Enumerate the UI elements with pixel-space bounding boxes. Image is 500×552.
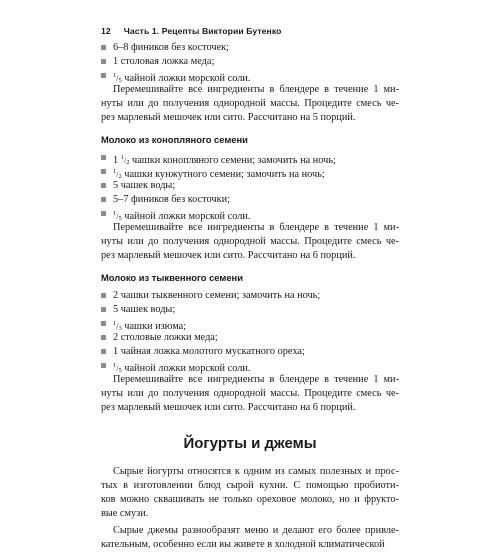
fraction-slash: / [116,322,119,331]
recipe2-instructions [101,221,399,263]
fraction-numerator: 1 [113,362,117,369]
paragraph-line: тых в изготовлении блюд сырой кухни. С помощью пробиоти- [101,480,399,491]
spacer [101,415,399,433]
paragraph-line: рез марлевый мешочек или сито. Рассчитано на 6 порций. [101,250,356,261]
bullet-square-icon [101,59,106,64]
paragraph-line: ков можно сквашивать не только ореховое молоко, но и фрукто- [101,494,399,505]
paragraph-line: рез марлевый мешочек или сито. Рассчитано на 5 порций. [101,112,356,123]
ingredient-text: 5 чашек воды; [113,304,176,315]
ingredient-item [101,359,399,373]
bullet-square-icon [101,293,106,298]
paragraph-line: Перемешивайте все ингредиенты в блендере в течение 1 ми- [113,222,399,233]
fraction-slash: / [123,156,127,165]
fraction-denominator: 2 [126,159,130,166]
paragraph-line: Перемешивайте все ингредиенты в блендере в течение 1 ми- [113,374,399,385]
ingredient-item [101,303,399,317]
fraction-slash: / [116,364,119,373]
fraction-numerator: 1 [113,168,117,175]
ingredient-item [101,179,399,193]
section-paragraph-2 [101,524,399,552]
fraction-denominator: 5 [118,367,122,374]
ingredient-item [101,193,399,207]
bullet-square-icon [101,363,106,368]
ingredient-item [101,207,399,221]
paragraph-line: вые смузи. [101,508,149,519]
paragraph-line: нуты или до получения однородной массы. Процедите смесь че- [101,236,399,247]
running-header [101,26,281,36]
bullet-square-icon [101,321,106,326]
bullet-square-icon [101,197,106,202]
fraction-numerator: 1 [113,320,117,327]
ingredient-item [101,41,399,55]
page-number: 12 [101,26,111,36]
page-content [101,41,399,552]
ingredient-text: 5 чашек воды; [113,180,176,191]
recipe1-instructions [101,83,399,125]
recipe3-title: Молоко из тыквенного семени [101,272,243,283]
ingredient-text: чашки изюма; [121,321,187,332]
paragraph-line: Перемешивайте все ингредиенты в блендере в течение 1 ми- [113,84,399,95]
ingredient-text: чашки кунжутного семени; замочить на ночь; [121,169,325,180]
ingredient-text: чайной ложки морской соли. [121,363,251,374]
fraction-slash: / [116,74,119,83]
ingredient-text: 5–7 фиников без косточки; [113,194,230,205]
bullet-square-icon [101,183,106,188]
ingredient-item [101,165,399,179]
ingredient-text: 2 чашки тыквенного семени; замочить на ночь; [113,290,321,301]
spacer [101,263,399,271]
paragraph-line: рез марлевый мешочек или сито. Рассчитано на 6 порций. [101,402,356,413]
fraction-denominator: 5 [118,77,122,84]
bullet-square-icon [101,45,106,50]
ingredient-item [101,345,399,359]
bullet-square-icon [101,169,106,174]
ingredient-text: чайной ложки морской соли. [121,211,251,222]
fraction-numerator: 1 [113,210,117,217]
ingredient-text: 1 столовая ложка меда; [113,56,215,67]
ingredient-whole: 1 [113,155,121,166]
paragraph-line: Сырые джемы разнообразят меню и делают его более привле- [113,525,399,536]
ingredient-text: 6–8 фиников без косточек; [113,42,230,53]
bullet-square-icon [101,349,106,354]
recipe3-ingredients [101,289,399,373]
fraction-slash: / [116,212,119,221]
recipe3-instructions [101,373,399,415]
recipe1-ingredients [101,41,399,83]
ingredient-text: чашки конопляного семени; замочить на ночь; [129,155,336,166]
section-title: Йогурты и джемы [183,435,317,452]
bullet-square-icon [101,211,106,216]
ingredient-item [101,317,399,331]
paragraph-line: нуты или до получения однородной массы. Процедите смесь че- [101,388,399,399]
bullet-square-icon [101,335,106,340]
fraction-denominator: 2 [118,173,122,180]
section-paragraph-1 [101,465,399,521]
paragraph-line: нуты или до получения однородной массы. Процедите смесь че- [101,98,399,109]
bullet-square-icon [101,307,106,312]
running-title: Часть 1. Рецепты Виктории Бутенко [123,26,282,36]
paragraph-line: Сырые йогурты относятся к одним из самых полезных и прос- [113,466,399,477]
ingredient-item [101,151,399,165]
bullet-square-icon [101,73,106,78]
bullet-square-icon [101,155,106,160]
ingredient-text: 1 чайная ложка молотого мускатного ореха; [113,346,305,357]
ingredient-text: чайной ложки морской соли. [121,73,251,84]
ingredient-text: 2 столовые ложки меда; [113,332,218,343]
spacer [101,125,399,133]
ingredient-item [101,289,399,303]
ingredient-item [101,55,399,69]
ingredient-item [101,331,399,345]
fraction-denominator: 5 [118,215,122,222]
paragraph-line: кательным, особенно если вы живете в холодной климатической [101,539,385,550]
fraction-numerator: 1 [113,72,117,79]
recipe2-ingredients [101,151,399,221]
fraction-slash: / [116,170,119,179]
ingredient-item [101,69,399,83]
fraction-denominator: 3 [118,325,122,332]
recipe2-title: Молоко из конопляного семени [101,134,248,145]
fraction-numerator: 1 [120,154,124,161]
spacer [101,455,399,465]
